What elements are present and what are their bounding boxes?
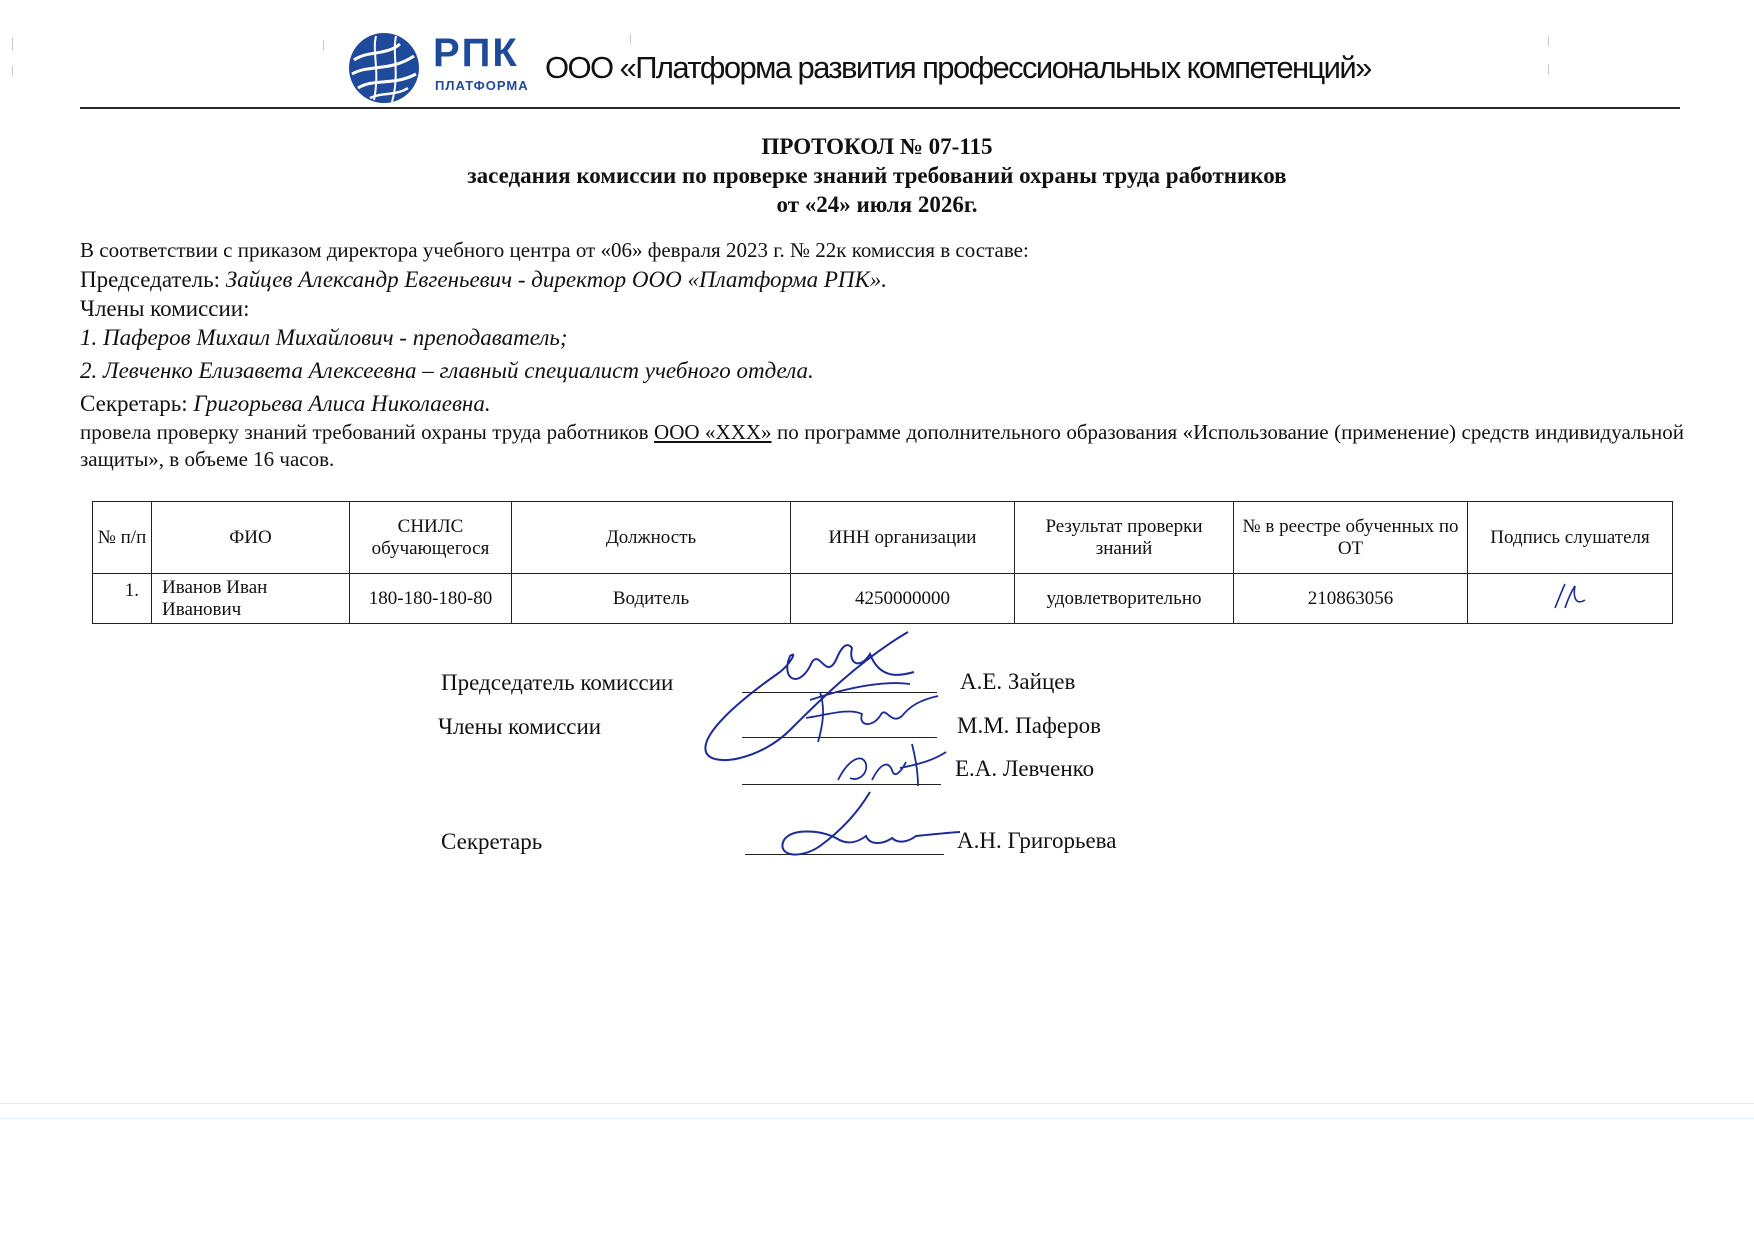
logo-wordmark: РПК [433, 31, 519, 75]
member-2-signature-line [742, 784, 941, 785]
summary-text-end: по программе дополнительного образования «Использование (применение) средств индивидуальной защиты», в объеме 16 часов. [80, 420, 1684, 471]
summary-paragraph [80, 419, 1684, 473]
chair-line [80, 268, 887, 291]
column-header: № в реестре обученных по ОТ [1234, 502, 1468, 574]
order-line: В соответствии с приказом директора учебного центра от «06» февраля 2023 г. № 22к комиссия в составе: [80, 238, 1029, 262]
member-2: 2. Левченко Елизавета Алексеевна – главный специалист учебного отдела. [80, 358, 814, 383]
scan-mark [12, 66, 13, 76]
protocol-date: от «24» июля 2026г. [776, 192, 978, 217]
member-1-signature-line [742, 737, 937, 738]
scan-band [0, 1103, 1754, 1104]
member-1: 1. Паферов Михаил Михайлович - преподаватель; [80, 325, 568, 350]
secretary-label: Секретарь: [80, 391, 194, 416]
chair-signature-line [742, 692, 937, 693]
secretary-signature-line [745, 854, 944, 855]
student-position: Водитель [512, 574, 791, 624]
registry-number: 210863056 [1234, 574, 1468, 624]
column-header: ФИО [152, 502, 350, 574]
member-2-signature-icon [838, 744, 946, 786]
header-divider [80, 107, 1680, 109]
student-snils: 180-180-180-80 [350, 574, 512, 624]
globe-logo-icon [346, 30, 426, 106]
column-header: Результат проверки знаний [1015, 502, 1234, 574]
member-1-signature-name: М.М. Паферов [957, 713, 1101, 738]
column-header: № п/п [93, 502, 152, 574]
summary-organization: ООО «ХХХ» [654, 420, 772, 444]
results-table [92, 501, 1673, 624]
row-number: 1. [93, 574, 152, 624]
scan-mark [323, 40, 324, 50]
member-1-signature-icon [806, 692, 938, 742]
logo-subtext: ПЛАТФОРМА [435, 78, 529, 93]
protocol-subject: заседания комиссии по проверке знаний требований охраны труда работников [467, 163, 1287, 188]
secretary-value: Григорьева Алиса Николаевна. [193, 391, 491, 416]
table-header-row [93, 502, 1673, 574]
column-header: ИНН организации [791, 502, 1015, 574]
members-signature-label: Члены комиссии [438, 714, 602, 739]
scan-mark [1548, 64, 1549, 74]
column-header: СНИЛС обучающегося [350, 502, 512, 574]
chair-signature-name: А.Е. Зайцев [960, 669, 1076, 694]
handwritten-signature-icon [1545, 580, 1595, 612]
column-header: Должность [512, 502, 791, 574]
secretary-signature-icon [782, 792, 960, 855]
chair-signature-label: Председатель комиссии [441, 670, 674, 695]
student-signature [1468, 574, 1673, 624]
secretary-signature-name: А.Н. Григорьева [957, 828, 1117, 853]
column-header: Подпись слушателя [1468, 502, 1673, 574]
chair-signature-icon [705, 632, 914, 760]
secretary-signature-label: Секретарь [441, 829, 543, 854]
chair-value: Зайцев Александр Евгеньевич - директор ООО «Платформа РПК». [225, 267, 888, 292]
scan-mark [12, 38, 13, 50]
scan-mark [1548, 36, 1549, 46]
student-name: Иванов Иван Иванович [152, 574, 350, 624]
organization-inn: 4250000000 [791, 574, 1015, 624]
table-row [93, 574, 1673, 624]
company-name: ООО «Платформа развития профессиональных компетенций» [545, 50, 1371, 85]
members-label: Члены комиссии: [80, 296, 250, 321]
summary-text-start: провела проверку знаний требований охраны труда работников [80, 420, 655, 444]
test-result: удовлетворительно [1015, 574, 1234, 624]
chair-label: Председатель: [80, 267, 226, 292]
member-2-signature-name: Е.А. Левченко [955, 756, 1095, 781]
scan-mark [630, 34, 631, 44]
scan-band [0, 1118, 1754, 1119]
secretary-line [80, 392, 491, 415]
protocol-title: ПРОТОКОЛ № 07-115 [761, 134, 993, 159]
